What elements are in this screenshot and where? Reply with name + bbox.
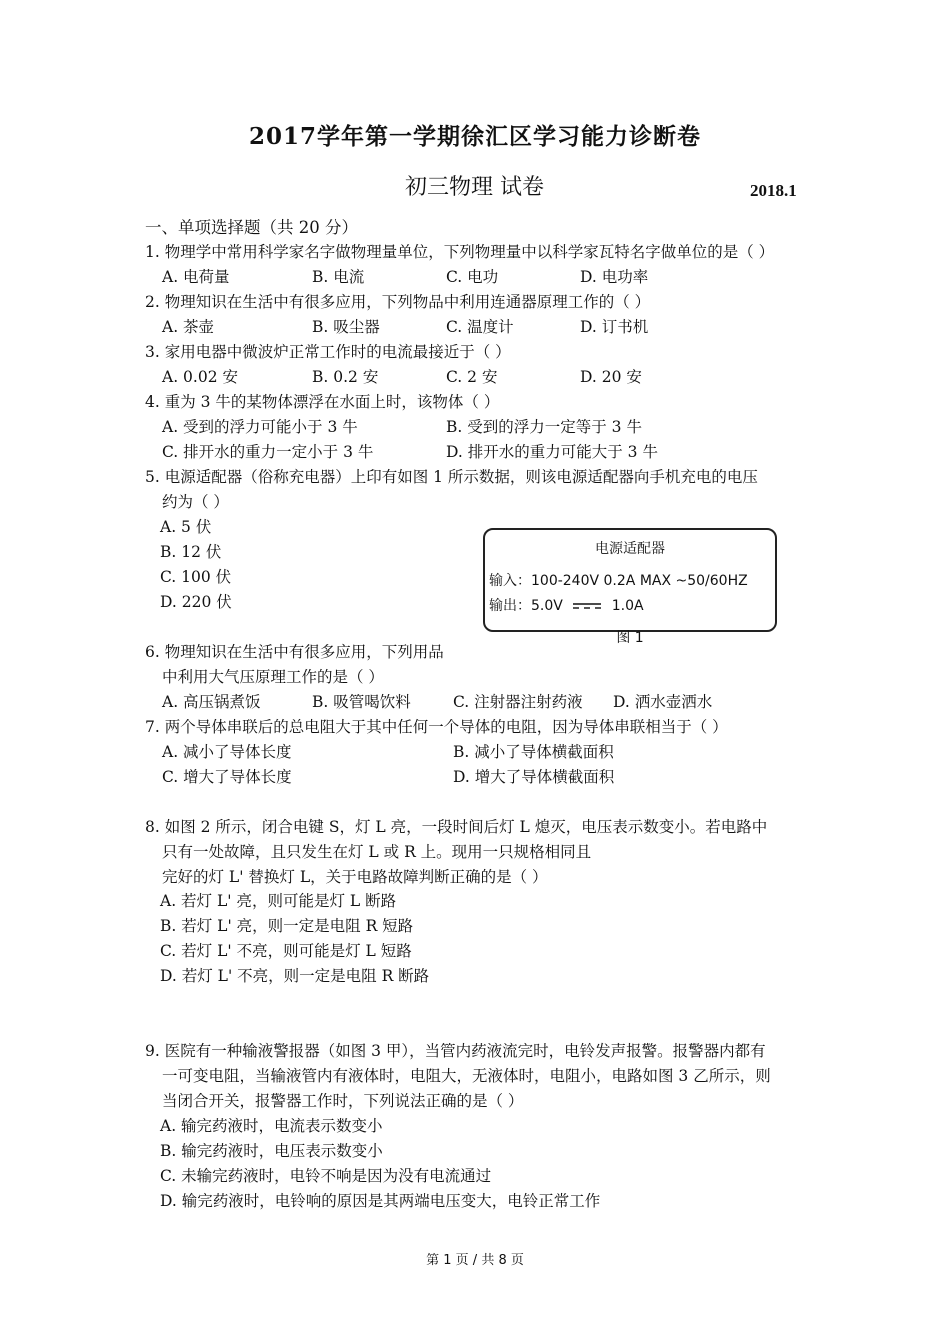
q6-stem-line2: 中利用大气压原理工作的是（ ）: [162, 668, 384, 686]
q8-stem-line2: 只有一处故障，且只发生在灯 L 或 R 上。现用一只规格相同且: [162, 843, 592, 861]
q5-option-a: A. 5 伏: [160, 518, 212, 536]
q3-option-d: D. 20 安: [580, 368, 642, 386]
q9-option-d: D. 输完药液时，电铃响的原因是其两端电压变大，电铃正常工作: [160, 1192, 601, 1210]
q9-stem-line2: 一可变电阻，当输液管内有液体时，电阻大，无液体时，电阻小，电路如图 3 乙所示，则: [162, 1067, 771, 1085]
q2-option-b: B. 吸尘器: [312, 318, 380, 336]
exam-subtitle: 初三物理 试卷: [405, 175, 544, 200]
q2-option-a: A. 茶壶: [162, 318, 215, 336]
q8-stem-line1: 8. 如图 2 所示，闭合电键 S，灯 L 亮，一段时间后灯 L 熄灭，电压表示数变小。若电路中: [145, 818, 768, 836]
dc-symbol-icon: [573, 602, 601, 610]
q2-stem: 2. 物理知识在生活中有很多应用，下列物品中利用连通器原理工作的（ ）: [145, 293, 651, 311]
q7-option-c: C. 增大了导体长度: [162, 768, 292, 786]
q1-option-b: B. 电流: [312, 268, 365, 286]
q3-option-c: C. 2 安: [446, 368, 498, 386]
q9-stem-line1: 9. 医院有一种输液警报器（如图 3 甲），当管内药液流完时，电铃发声报警。报警器内都有: [145, 1042, 766, 1060]
q3-stem: 3. 家用电器中微波炉正常工作时的电流最接近于（ ）: [145, 343, 511, 361]
section-heading: 一、单项选择题（共 20 分）: [145, 218, 358, 237]
q3-option-a: A. 0.02 安: [162, 368, 238, 386]
q8-option-b: B. 若灯 L' 亮，则一定是电阻 R 短路: [160, 917, 414, 935]
q1-option-c: C. 电功: [446, 268, 499, 286]
q8-stem-line3: 完好的灯 L' 替换灯 L，关于电路故障判断正确的是（ ）: [162, 868, 548, 886]
adapter-label-title: 电源适配器: [595, 541, 665, 557]
q9-option-c: C. 未输完药液时，电铃不响是因为没有电流通过: [160, 1167, 492, 1185]
exam-date: 2018.1: [750, 181, 797, 200]
adapter-output-voltage: 输出：5.0V: [489, 598, 563, 614]
q5-stem-line2: 约为（ ）: [162, 493, 229, 511]
q6-option-c: C. 注射器注射药液: [453, 693, 583, 711]
q8-option-c: C. 若灯 L' 不亮，则可能是灯 L 短路: [160, 942, 412, 960]
q1-stem: 1. 物理学中常用科学家名字做物理量单位，下列物理量中以科学家瓦特名字做单位的是（ ）: [145, 243, 775, 261]
q9-stem-line3: 当闭合开关，报警器工作时，下列说法正确的是（ ）: [162, 1092, 524, 1110]
q1-option-d: D. 电功率: [580, 268, 649, 286]
exam-title: 2017学年第一学期徐汇区学习能力诊断卷: [248, 123, 701, 150]
q7-option-b: B. 减小了导体横截面积: [453, 743, 614, 761]
q5-option-b: B. 12 伏: [160, 543, 222, 561]
q7-option-d: D. 增大了导体横截面积: [453, 768, 615, 786]
page-footer: 第 1 页 / 共 8 页: [426, 1253, 524, 1268]
q1-option-a: A. 电荷量: [162, 268, 230, 286]
q7-stem: 7. 两个导体串联后的总电阻大于其中任何一个导体的电阻，因为导体串联相当于（ ）: [145, 718, 728, 736]
q5-option-d: D. 220 伏: [160, 593, 232, 611]
q9-option-b: B. 输完药液时，电压表示数变小: [160, 1142, 383, 1160]
q2-option-d: D. 订书机: [580, 318, 649, 336]
q4-option-d: D. 排开水的重力可能大于 3 牛: [446, 443, 658, 461]
adapter-input-spec: 输入：100-240V 0.2A MAX ~50/60HZ: [489, 573, 748, 589]
q4-option-a: A. 受到的浮力可能小于 3 牛: [162, 418, 358, 436]
q4-option-b: B. 受到的浮力一定等于 3 牛: [446, 418, 642, 436]
q6-option-a: A. 高压锅煮饭: [162, 693, 261, 711]
figure-1-adapter-label: [475, 520, 785, 650]
q7-option-a: A. 减小了导体长度: [162, 743, 292, 761]
q6-stem-line1: 6. 物理知识在生活中有很多应用，下列用品: [145, 643, 444, 661]
q9-option-a: A. 输完药液时，电流表示数变小: [160, 1117, 383, 1135]
q8-option-a: A. 若灯 L' 亮，则可能是灯 L 断路: [160, 892, 397, 910]
q5-stem-line1: 5. 电源适配器（俗称充电器）上印有如图 1 所示数据，则该电源适配器向手机充电的电压: [145, 468, 758, 486]
adapter-output-spec: [489, 595, 644, 615]
q5-option-c: C. 100 伏: [160, 568, 232, 586]
q4-stem: 4. 重为 3 牛的某物体漂浮在水面上时，该物体（ ）: [145, 393, 500, 411]
q2-option-c: C. 温度计: [446, 318, 514, 336]
q8-option-d: D. 若灯 L' 不亮，则一定是电阻 R 断路: [160, 967, 430, 985]
adapter-output-current: 1.0A: [611, 598, 644, 614]
figure-1-caption: 图 1: [616, 630, 644, 646]
q4-option-c: C. 排开水的重力一定小于 3 牛: [162, 443, 374, 461]
q3-option-b: B. 0.2 安: [312, 368, 379, 386]
q6-option-b: B. 吸管喝饮料: [312, 693, 411, 711]
q6-option-d: D. 洒水壶洒水: [613, 693, 713, 711]
